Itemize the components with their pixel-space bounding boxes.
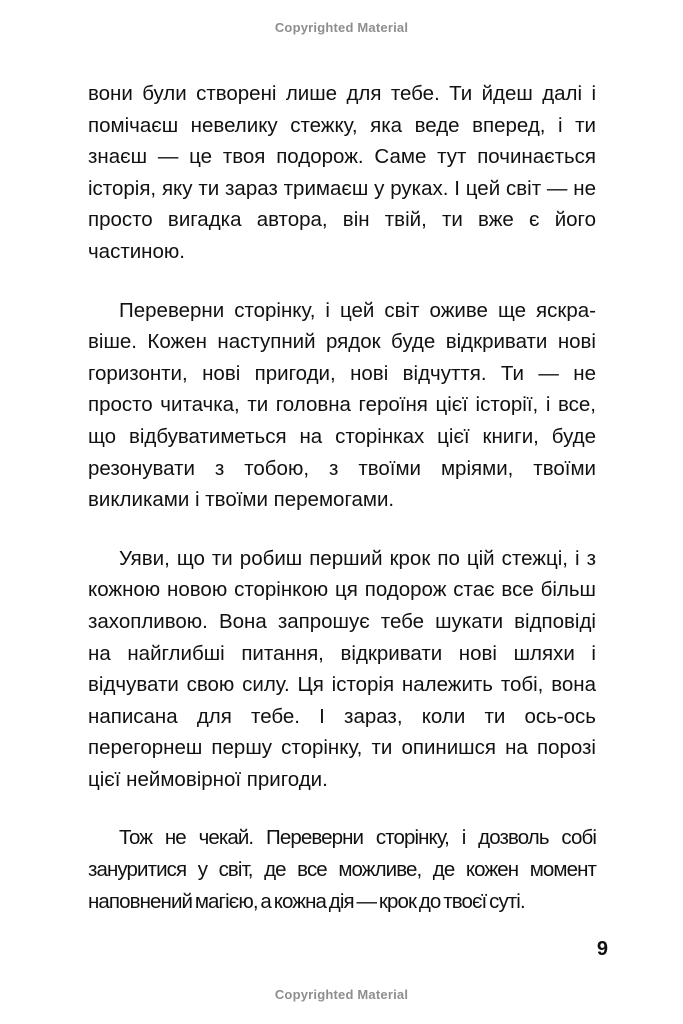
page-number: 9 [596,938,608,960]
page-body [88,78,596,944]
paragraph-4: Тож не чекай. Переверни сторінку, і дозволь собі зануритися у світ, де все можливе, де кожен момент наповнений магією, а кожна дія — крок до твоєї суті. [88,826,596,913]
paragraph-1: вони були створені лише для тебе. Ти йдеш далі і помічаєш невелику стежку, яка веде вперед, і ти знаєш — це твоя подорож. Саме тут починається історія, яку ти зараз тримаєш у руках. І цей світ — не просто вигадка автора, він твій, ти вже є його частиною. [88,82,596,263]
copyright-watermark-top: Copyrighted Material [274,20,409,35]
copyright-watermark-bottom: Copyrighted Material [274,987,409,1002]
paragraph-2: Переверни сторінку, і цей світ оживе ще яскравіше. Кожен наступний рядок буде відкривати нові горизонти, нові пригоди, нові відчуття. Ти — не просто читачка, ти головна героїня цієї історії, і все, що відбуватиметься на сторінках цієї книги, буде резонувати з тобою, з твоїми мріями, твоїми викликами і твоїми перемогами. [88,298,596,512]
paragraph-3: Уяви, що ти робиш перший крок по цій стежці, і з кожною новою сторінкою ця подорож стає все більш захопливою. Вона запрошує тебе шукати відповіді на найглибші питання, відкривати нові шляхи і відчувати свою силу. Ця історія належить тобі, вона написана для тебе. І зараз, коли ти ось-ось перегорнеш першу сторінку, ти опинишся на порозі цієї неймовірної пригоди. [88,546,596,791]
